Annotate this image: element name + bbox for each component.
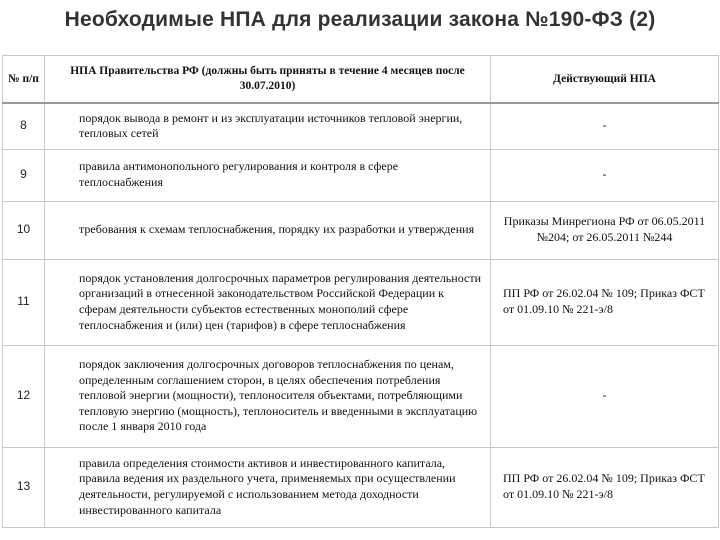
row-current: ПП РФ от 26.02.04 № 109; Приказ ФСТ от 01.09.10 № 221-э/8 — [491, 259, 719, 345]
table-row — [3, 259, 719, 345]
row-current: Приказы Минрегиона РФ от 06.05.2011 №204; от 26.05.2011 №244 — [491, 201, 719, 259]
row-npa: порядок установления долгосрочных параметров регулирования деятельности организаций в отнесенной законодательством Российской Федерации к сферам деятельности субъектов естественных монополий сфере теплоснабжения и (или) цен (тарифов) в сфере теплоснабжения — [45, 259, 491, 345]
row-current: ПП РФ от 26.02.04 № 109; Приказ ФСТ от 01.09.10 № 221-э/8 — [491, 447, 719, 527]
slide-title: Необходимые НПА для реализации закона №190-ФЗ (2) — [64, 8, 656, 31]
row-num: 10 — [3, 201, 45, 259]
row-current: - — [491, 345, 719, 447]
row-npa: правила антимонопольного регулирования и контроля в сфере теплоснабжения — [45, 149, 491, 201]
table-row — [3, 201, 719, 259]
row-npa: порядок вывода в ремонт и из эксплуатации источников тепловой энергии, тепловых сетей — [45, 103, 491, 149]
row-npa: требования к схемам теплоснабжения, порядку их разработки и утверждения — [45, 201, 491, 259]
row-num: 12 — [3, 345, 45, 447]
table-row — [3, 103, 719, 149]
row-npa: правила определения стоимости активов и инвестированного капитала, правила ведения их раздельного учета, применяемых при осуществлении деятельности, регулируемой с использованием метода доходности инвестированного капитала — [45, 447, 491, 527]
table-row — [3, 149, 719, 201]
table-row — [3, 447, 719, 527]
table-row — [3, 345, 719, 447]
row-num: 9 — [3, 149, 45, 201]
table-header-row — [3, 56, 719, 104]
header-num: № п/п — [3, 56, 45, 104]
row-current: - — [491, 149, 719, 201]
row-npa: порядок заключения долгосрочных договоров теплоснабжения по ценам, определенным соглашением сторон, в целях обеспечения потребления тепловой энергии (мощности), теплоносителя объектами, потребляющими тепловую энергию (мощность), теплоноситель и введенными в эксплуатацию после 1 января 2010 года — [45, 345, 491, 447]
row-current: - — [491, 103, 719, 149]
header-current: Действующий НПА — [491, 56, 719, 104]
row-num: 8 — [3, 103, 45, 149]
row-num: 13 — [3, 447, 45, 527]
row-num: 11 — [3, 259, 45, 345]
header-npa: НПА Правительства РФ (должны быть приняты в течение 4 месяцев после 30.07.2010) — [45, 56, 491, 104]
npa-table — [2, 55, 719, 528]
